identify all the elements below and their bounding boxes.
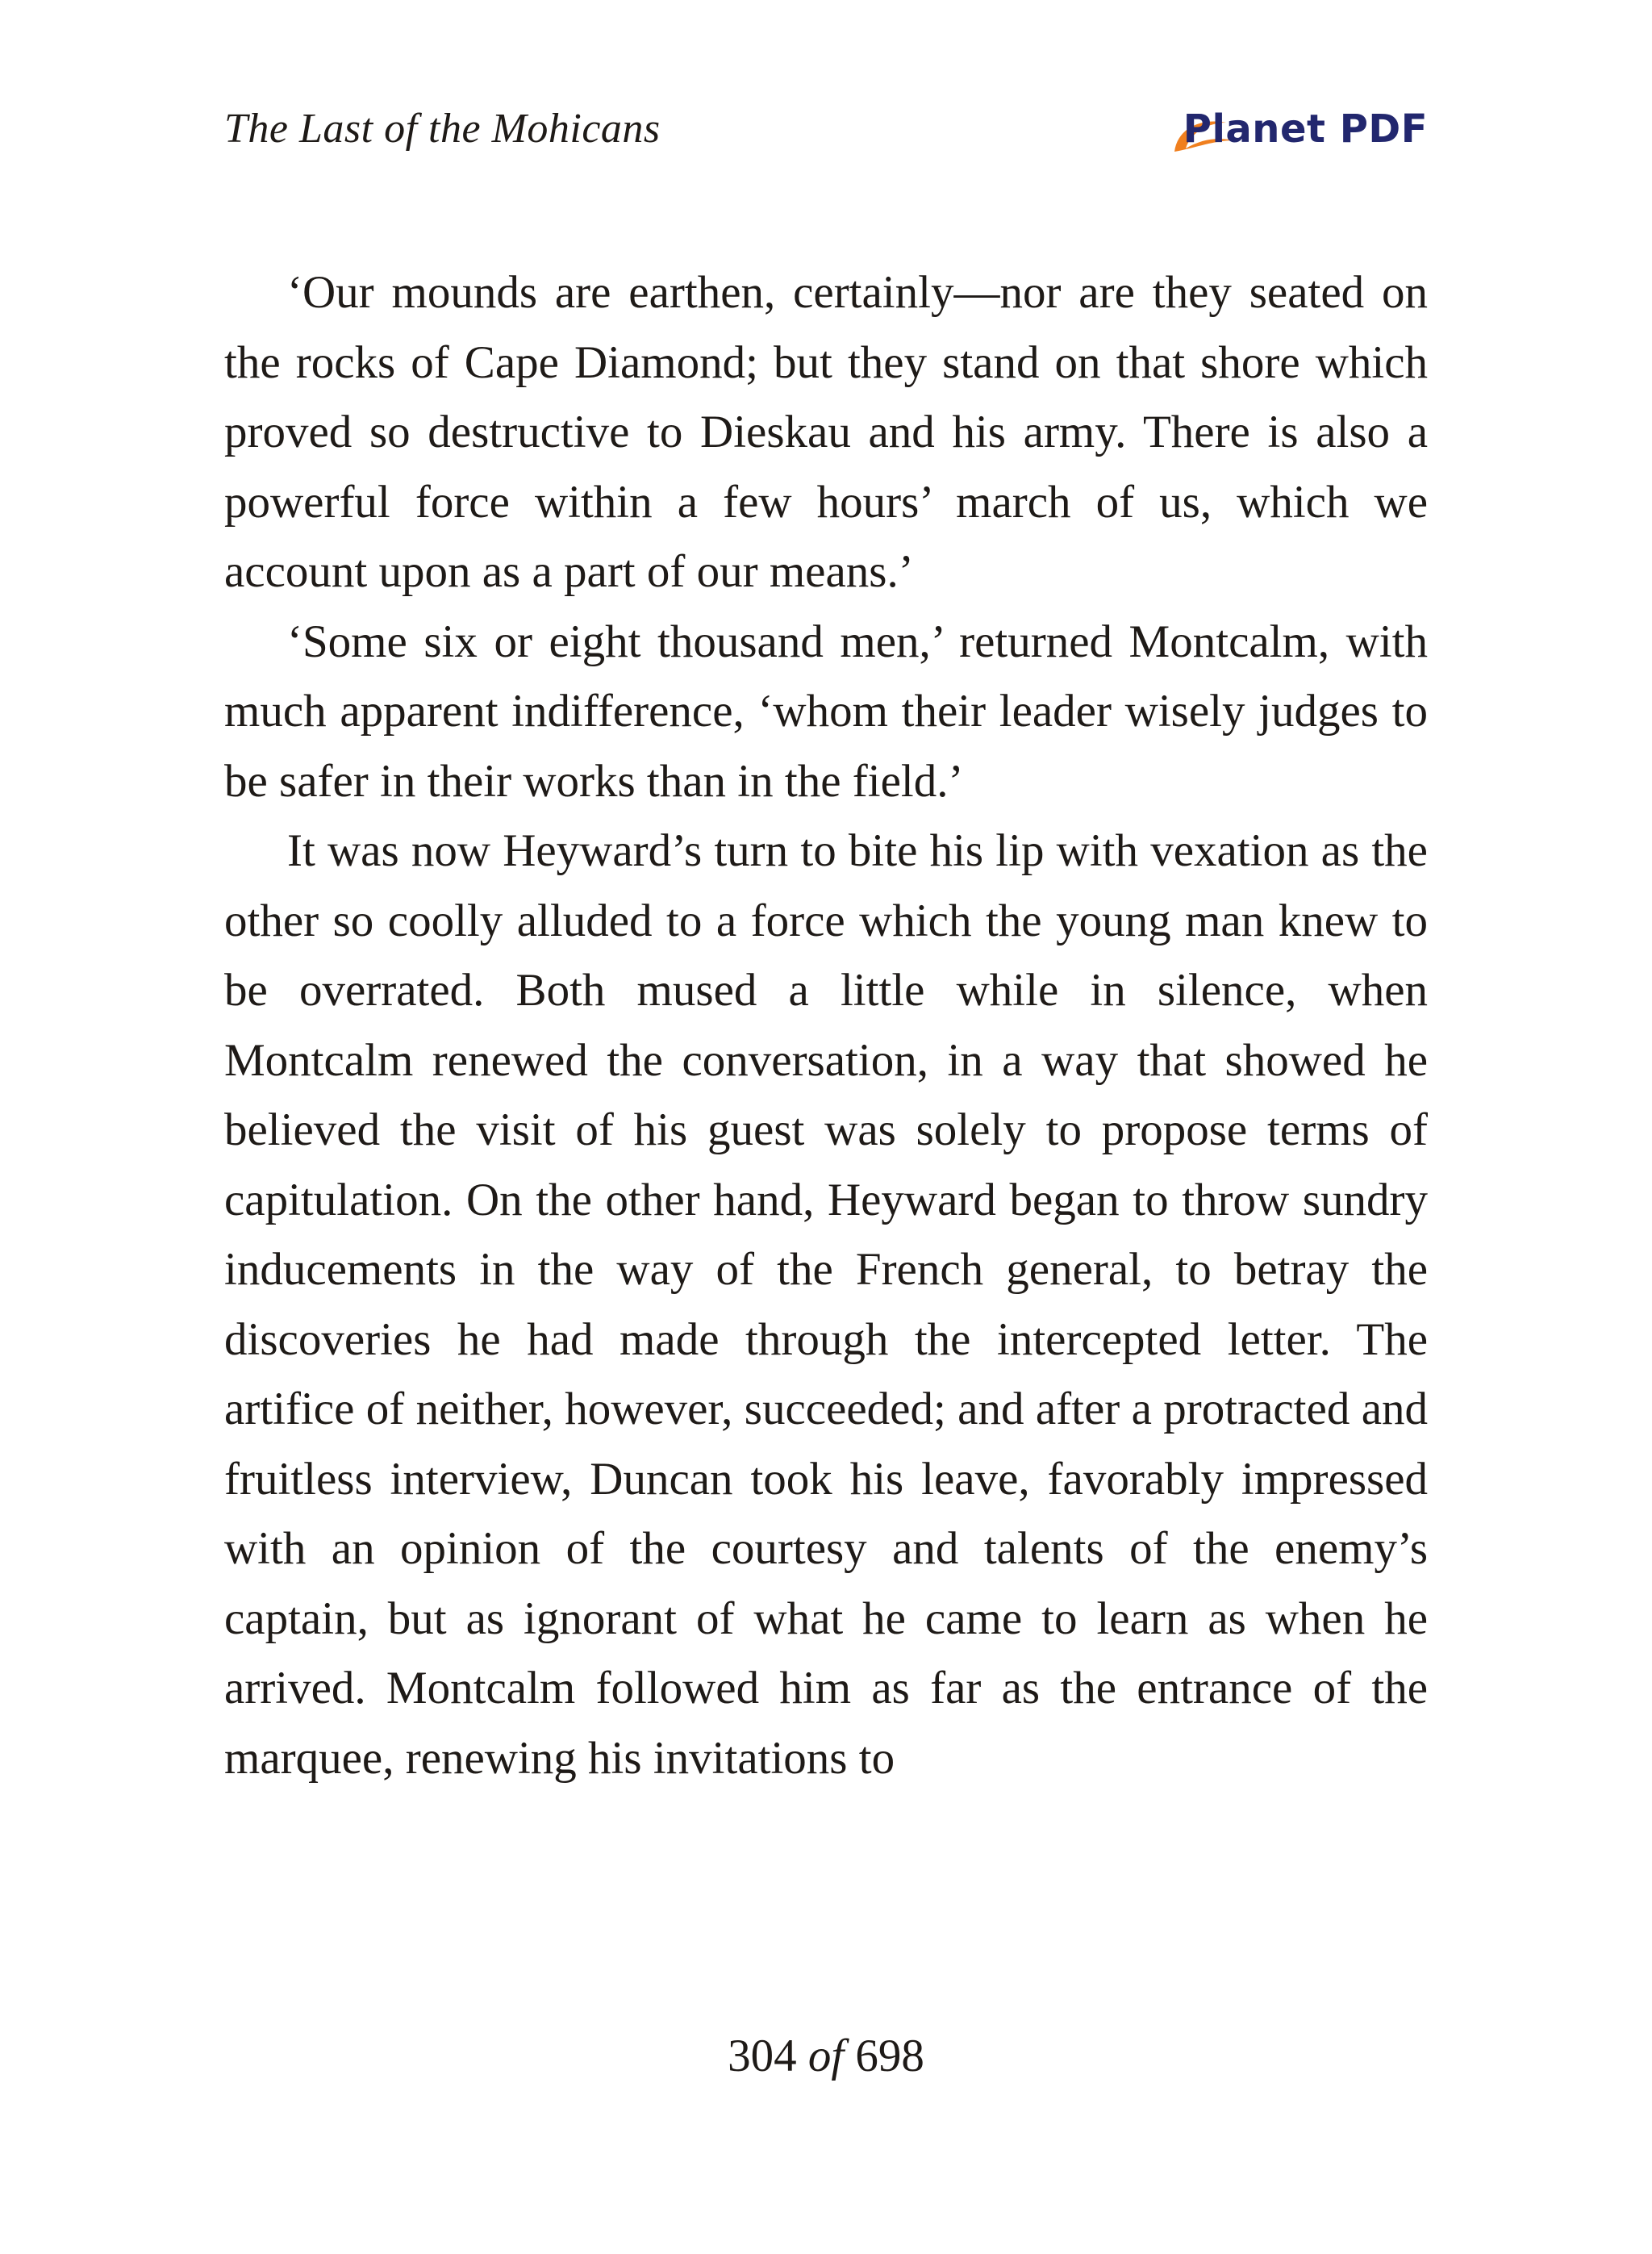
page-body <box>224 258 1428 1793</box>
current-page: 304 <box>728 2031 797 2081</box>
book-title: The Last of the Mohicans <box>224 106 661 152</box>
paragraph: ‘Some six or eight thousand men,’ returned Montcalm, with much apparent indifference, ‘whom their leader wisely judges to be safer in their works than in the field.’ <box>224 616 1428 807</box>
paragraph: It was now Heyward’s turn to bite his lip with vexation as the other so coolly alluded to a force which the young man knew to be overrated. Both mused a little while in silence, when Montcalm renewed the conversation, in a way that showed he believed the visit of his guest was solely to propose terms of capitulation. On the other hand, Heyward began to throw sundry inducements in the way of the French general, to betray the discoveries he had made through the intercepted letter. The artifice of neither, however, succeeded; and after a protracted and fruitless interview, Duncan took his leave, favorably impressed with an opinion of the courtesy and talents of the enemy’s captain, but as ignorant of what he came to learn as when he arrived. Montcalm followed him as far as the entrance of the marquee, renewing his invitations to <box>224 825 1428 1784</box>
page-number <box>0 2033 1652 2079</box>
paragraph: ‘Our mounds are earthen, certainly—nor are they seated on the rocks of Cape Diamond; but they stand on that shore which proved so destructive to Dieskau and his army. There is also a powerful force within a few hours’ march of us, which we account upon as a part of our means.’ <box>224 267 1428 597</box>
page-of-label: of <box>807 2031 845 2081</box>
logo-text: Planet PDF <box>1183 106 1428 152</box>
page-header <box>224 103 1428 184</box>
total-pages: 698 <box>855 2031 924 2081</box>
planet-pdf-logo <box>1170 103 1428 168</box>
